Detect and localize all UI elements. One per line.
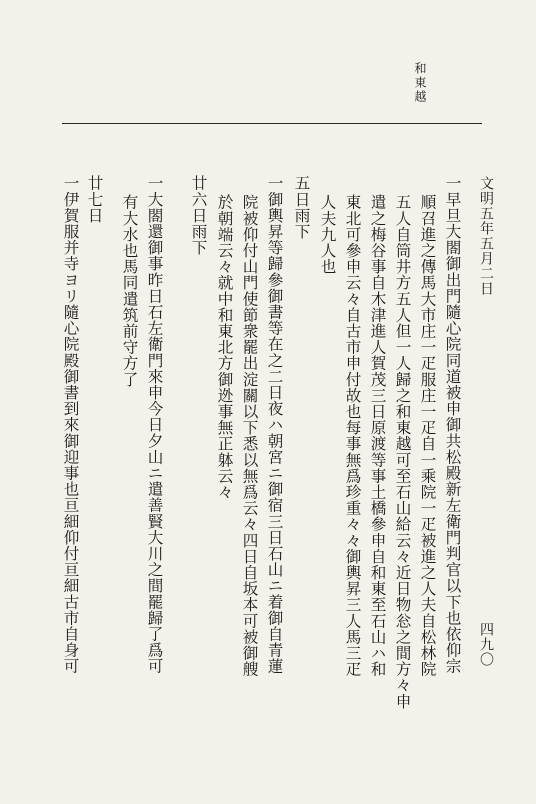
text-column: 有大水也馬同遣筑前守方了 (120, 194, 139, 388)
text-column: 一早旦大閤御出門隨心院同道被申御共松殿新左衛門判官以下也依仰宗 (443, 175, 462, 675)
text-column: 院被仰付山門使節衆罷出淀關以下悉以無爲云々四日自坂本可被御艘 (240, 194, 259, 677)
text-column: 順召進之傳馬大市庄一疋服庄一疋自一乘院一疋被進之人夫自松林院 (418, 194, 437, 677)
text-column: 東北可參申云々自古市申付故也每事無爲珍重々々御輿昇三人馬三疋 (343, 194, 362, 677)
text-column: 遣之梅谷事自木津進人賀茂三日原渡等事土橋參申自和東至石山ハ和 (368, 194, 387, 677)
text-column: 五人自筒井方五人但一人歸之和東越可至石山給云々近日物忩之間方々申 (393, 194, 412, 710)
text-column: 於朝端云々就中和東北方御迯事無正躰云々 (215, 194, 234, 500)
text-column: 五日雨下 (292, 175, 311, 240)
text-column: 人夫九人也 (318, 194, 337, 275)
running-head: 和東越 (413, 62, 427, 104)
date-header: 文明五年五月二日 (478, 176, 494, 296)
text-column: 一御輿昇等歸參御書等在之二日夜ハ朝宮ニ御宿三日石山ニ着御自青蓮 (265, 175, 284, 675)
text-column: 一伊賀服并寺ヨリ隨心院殿御書到來御迎事也亘細仰付亘細古市自身可 (61, 175, 80, 675)
text-column: 一大閤還御事昨日石左衛門來申今日夕山ニ遣善賢大川之間罷歸了爲可 (145, 175, 164, 675)
header-rule (62, 123, 482, 124)
text-column: 廿七日 (85, 175, 104, 224)
text-column: 廿六日雨下 (189, 175, 208, 256)
page-number: 四九〇 (478, 622, 494, 667)
